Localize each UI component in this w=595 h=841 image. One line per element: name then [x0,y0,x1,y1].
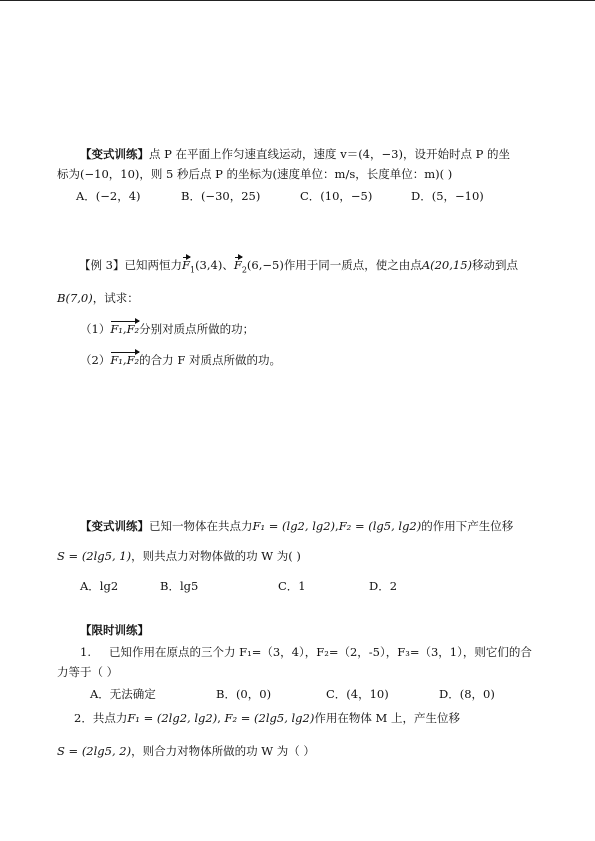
limited-q2-f2: F₂ = (2lg5, lg2) [224,711,315,725]
limited-q1-option-a: A．无法确定 [90,687,156,701]
exercise-2-displacement: S = (2lg5, 1) [57,549,132,563]
example-3-text-a: 已知两恒力 [124,258,182,272]
force-f2-vector: F [233,258,242,272]
limited-q2-number: 2． [74,711,93,725]
example-3-part-2 [80,352,281,368]
limited-training-heading: 【限时训练】 [80,623,149,637]
exercise-2-f1: F₁ = (lg2, lg2) [252,519,336,533]
exercise-2-line-1 [80,518,513,534]
point-a: A(20,15) [421,258,473,272]
part-2-text: 的合力 F 对质点所做的功。 [139,353,281,367]
limited-q2-text-c: ，则合力对物体所做的功 W 为（ ） [131,744,315,758]
limited-q1-number: 1. [80,645,91,659]
force-f1-value: (3,4) [195,258,223,272]
example-3-text-b: 作用于同一质点，使之由点 [283,258,422,272]
exercise-2-text-b: 的作用下产生位移 [421,519,514,533]
limited-q2-displacement: S = (2lg5, 2) [57,744,132,758]
example-3-part-1 [80,321,254,337]
exercise-2-heading: 【变式训练】 [80,519,149,533]
limited-q2-text-a: 共点力 [92,711,128,725]
exercise-2-line-2 [57,548,301,564]
exercise-2-option-c: C．1 [278,579,306,593]
exercise-2-text-c: ，则共点力对物体做的功 W 为( ) [131,549,301,563]
part-2-number: （2） [80,353,111,367]
example-3-line-1 [79,257,518,278]
limited-q1-option-b: B．(0，0) [216,687,272,701]
force-f2-subscript: 2 [241,265,247,275]
limited-q2-text-b: 作用在物体 M 上，产生位移 [314,711,460,725]
exercise-1-heading: 【变式训练】 [80,147,149,161]
exercise-2-option-d: D．2 [369,579,398,593]
example-3-text-c: 移动到点 [472,258,519,272]
exercise-2-text-a: 已知一物体在共点力 [149,519,253,533]
limited-q1-option-c: C．(4，10) [326,687,389,701]
exercise-1-line-2: 标为(−10，10)，则 5 秒后点 P 的坐标为(速度单位：m/s，长度单位：m)( ) [57,167,453,181]
exercise-2-comma: , [335,519,339,533]
page-top-border [0,0,595,1]
exercise-2-option-a: A．lg2 [80,579,119,593]
example-3-heading: 【例 3】 [79,258,125,272]
separator: 、 [222,258,234,272]
force-pair-vectors: F₁,F₂ [110,353,140,367]
exercise-2-option-b: B．lg5 [160,579,199,593]
exercise-1-option-d: D．(5，−10) [411,189,484,203]
limited-q2-line-1: 2．共点力F₁ = (2lg2, lg2), F₂ = (2lg5, lg2)作用在物体 M 上，产生位移 [74,711,460,725]
point-b: B(7,0) [57,291,93,305]
example-3-line-2 [57,290,139,306]
exercise-1-option-b: B．(−30，25) [181,189,261,203]
part-1-number: （1） [80,322,111,336]
exercise-2-f2: F₂ = (lg5, lg2) [338,519,422,533]
exercise-1-option-c: C．(10，−5) [300,189,373,203]
exercise-1-line-1 [80,146,510,162]
force-f1-subscript: 1 [189,265,196,275]
example-3-text-d: ，试求： [92,291,139,305]
force-f2-value: (6,−5) [246,258,284,272]
limited-q2-f1: F₁ = (2lg2, lg2) [127,711,218,725]
force-pair-vectors: F₁,F₂ [110,322,140,336]
limited-q1-text: 已知作用在原点的三个力 F₁=（3，4），F₂=（2，-5），F₃=（3，1），则它们的合 [108,645,532,659]
limited-q1-line-1 [80,644,532,660]
part-1-text: 分别对质点所做的功； [139,322,255,336]
force-f1-vector: F [181,258,190,272]
exercise-1-option-a: A．(−2，4) [76,189,141,203]
exercise-1-text-1: 点 P 在平面上作匀速直线运动，速度 v＝(4，−3)，设开始时点 P 的坐 [149,147,510,161]
limited-q1-line-2: 力等于（ ） [57,665,119,679]
limited-q2-line-2 [57,743,315,759]
limited-q1-option-d: D．(8，0) [439,687,495,701]
